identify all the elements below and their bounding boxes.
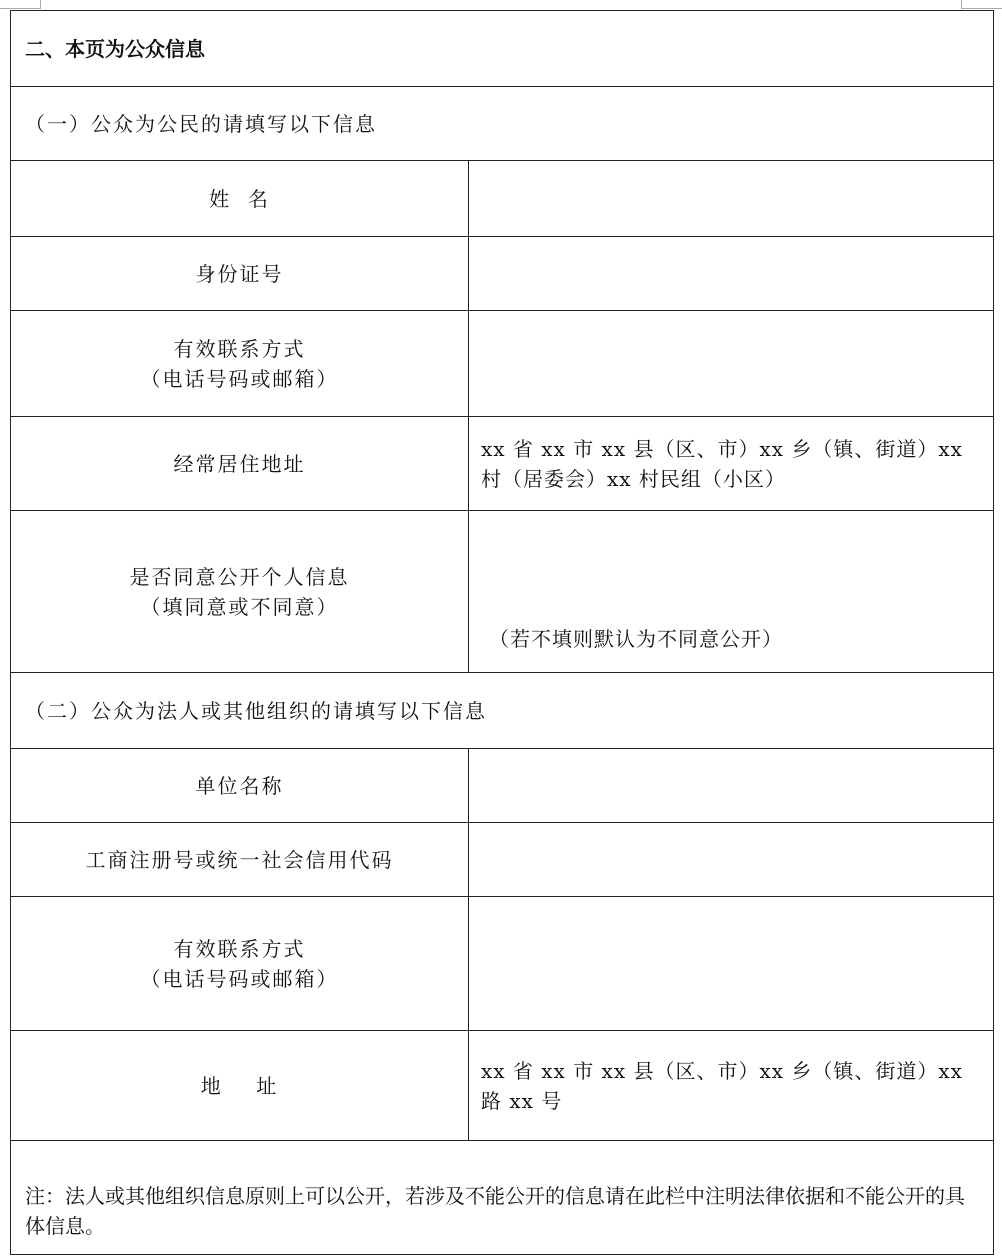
registration-code-label: 工商注册号或统一社会信用代码 — [11, 823, 469, 897]
org-contact-label-sub: （电话号码或邮箱） — [140, 966, 339, 991]
org-address-field[interactable]: xx 省 xx 市 xx 县（区、市）xx 乡（镇、街道）xx 路 xx 号 — [469, 1031, 994, 1141]
consent-label — [11, 511, 469, 673]
name-label — [11, 161, 469, 237]
name-label-text: 姓 名 — [209, 186, 270, 211]
page-corner-mark-left — [0, 0, 41, 9]
id-number-label: 身份证号 — [11, 237, 469, 311]
note-row — [11, 1141, 994, 1255]
name-field[interactable] — [469, 161, 994, 237]
citizen-contact-field[interactable] — [469, 311, 994, 417]
page-corner-mark-right — [961, 0, 1002, 9]
org-section-heading: （二）公众为法人或其他组织的请填写以下信息 — [11, 673, 994, 749]
org-contact-label — [11, 897, 469, 1031]
citizen-section-heading: （一）公众为公民的请填写以下信息 — [11, 87, 994, 161]
citizen-contact-label-text: 有效联系方式 — [173, 336, 306, 361]
consent-field[interactable] — [469, 511, 994, 673]
id-number-field[interactable] — [469, 237, 994, 311]
residence-address-label: 经常居住地址 — [11, 417, 469, 511]
org-address-label-text: 地 址 — [200, 1073, 279, 1098]
org-address-label — [11, 1031, 469, 1141]
citizen-contact-label — [11, 311, 469, 417]
unit-name-field[interactable] — [469, 749, 994, 823]
citizen-contact-label-sub: （电话号码或邮箱） — [140, 366, 339, 391]
section-title: 二、本页为公众信息 — [11, 11, 994, 87]
consent-hint: （若不填则默认为不同意公开） — [489, 627, 783, 651]
org-contact-label-text: 有效联系方式 — [173, 936, 306, 961]
residence-address-field[interactable]: xx 省 xx 市 xx 县（区、市）xx 乡（镇、街道）xx 村（居委会）xx 村民组（小区） — [469, 417, 994, 511]
public-info-form-table — [10, 10, 994, 1255]
registration-code-field[interactable] — [469, 823, 994, 897]
consent-label-text: 是否同意公开个人信息 — [129, 564, 350, 589]
unit-name-label: 单位名称 — [11, 749, 469, 823]
note-text: 注：法人或其他组织信息原则上可以公开，若涉及不能公开的信息请在此栏中注明法律依据和不能公开的具体信息。 — [25, 1183, 965, 1238]
consent-label-sub: （填同意或不同意） — [140, 594, 339, 619]
org-contact-field[interactable] — [469, 897, 994, 1031]
